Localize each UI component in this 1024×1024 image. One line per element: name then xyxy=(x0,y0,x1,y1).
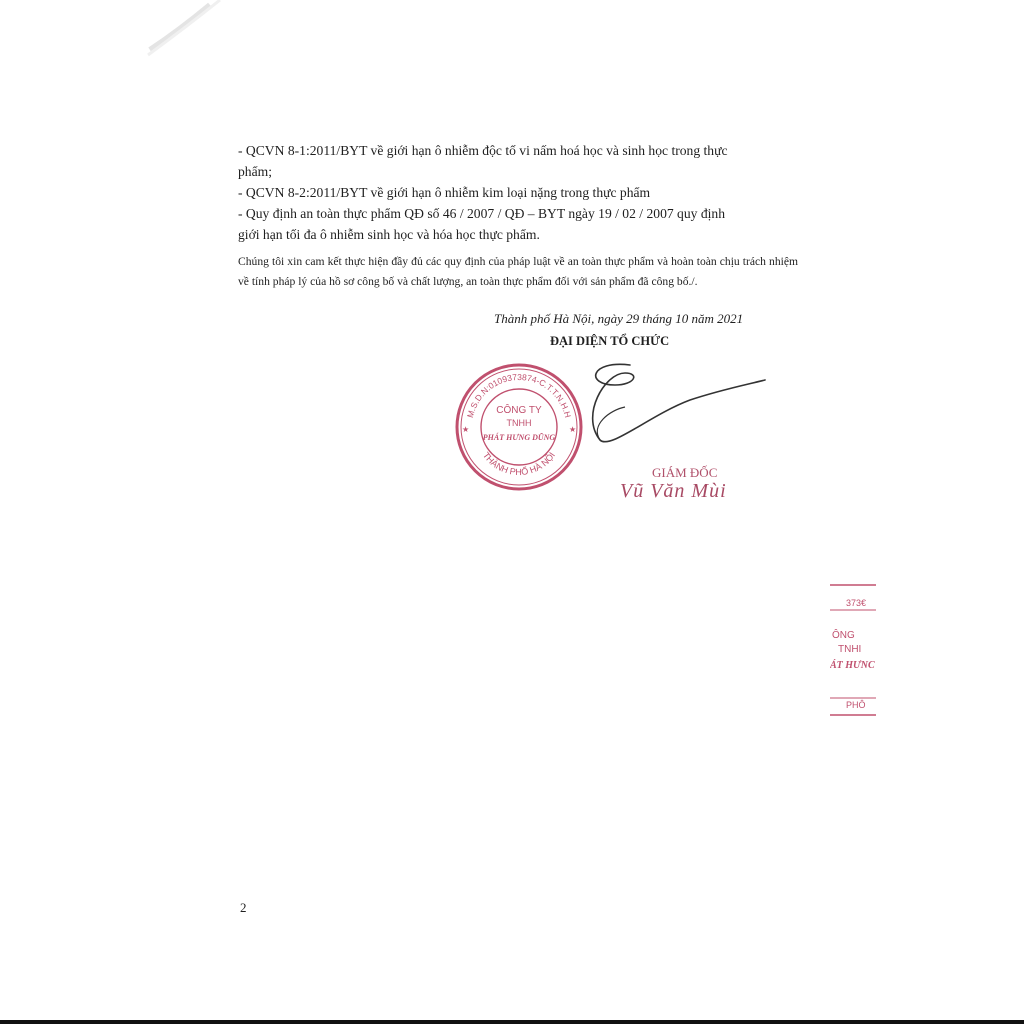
bottom-edge-bar xyxy=(0,1020,1024,1024)
regulation-line-2: phẩm; xyxy=(238,164,272,179)
stamp-fragment xyxy=(830,580,880,720)
stamp-fragment-line-4: ÁT HƯNC xyxy=(830,660,875,671)
stamp-fragment-line-5: PHÔ xyxy=(846,700,866,710)
regulation-line-3: - QCVN 8-2:2011/BYT về giới hạn ô nhiễm kim loại nặng trong thực phẩm xyxy=(238,185,651,200)
regulation-line-1: - QCVN 8-1:2011/BYT về giới hạn ô nhiễm độc tố vi nấm hoá học và sinh học trong thực xyxy=(238,143,728,158)
stamp-fragment-line-2: ÔNG xyxy=(832,630,855,641)
director-name-stamp: Vũ Văn Mùi xyxy=(620,480,727,502)
stamp-fragment-line-3: TNHI xyxy=(838,644,862,655)
regulation-line-5: giới hạn tối đa ô nhiễm sinh học và hóa học thực phẩm. xyxy=(238,227,540,242)
stamp-star-left: ★ xyxy=(462,425,470,434)
stamp-outer-top-text: M.S.D.N:0109373874-C.T.T.N.H.H xyxy=(464,371,574,419)
stamp-line-1: CÔNG TY xyxy=(496,405,542,416)
stamp-line-2: TNHH xyxy=(506,418,532,428)
regulation-list xyxy=(238,140,798,245)
representative-title: ĐẠI DIỆN TỔ CHỨC xyxy=(550,334,670,348)
stamp-star-right: ★ xyxy=(569,425,577,434)
page-corner-fold xyxy=(140,0,230,60)
stamp-line-3: PHÁT HƯNG DŨNG xyxy=(482,433,556,442)
stamp-outer-bottom-text: THÀNH PHỐ HÀ NỘI xyxy=(480,450,558,478)
regulation-line-4: - Quy định an toàn thực phẩm QĐ số 46 / 2007 / QĐ – BYT ngày 19 / 02 / 2007 quy định xyxy=(238,206,726,221)
company-stamp xyxy=(452,360,587,495)
director-signature xyxy=(570,355,770,455)
commitment-text: Chúng tôi xin cam kết thực hiện đầy đủ các quy định của pháp luật về an toàn thực phẩm và hoàn toàn chịu trách nhiệm về tính pháp lý của hồ sơ công bố và chất lượng, an toàn thực phẩm đối với sản phẩm đã công bố./. xyxy=(238,255,798,288)
commitment-paragraph xyxy=(238,252,798,291)
director-title: GIÁM ĐỐC xyxy=(652,465,718,480)
date-line: Thành phố Hà Nội, ngày 29 tháng 10 năm 2021 xyxy=(494,311,744,326)
page-number: 2 xyxy=(240,900,247,915)
stamp-fragment-line-1: 373€ xyxy=(846,598,867,608)
